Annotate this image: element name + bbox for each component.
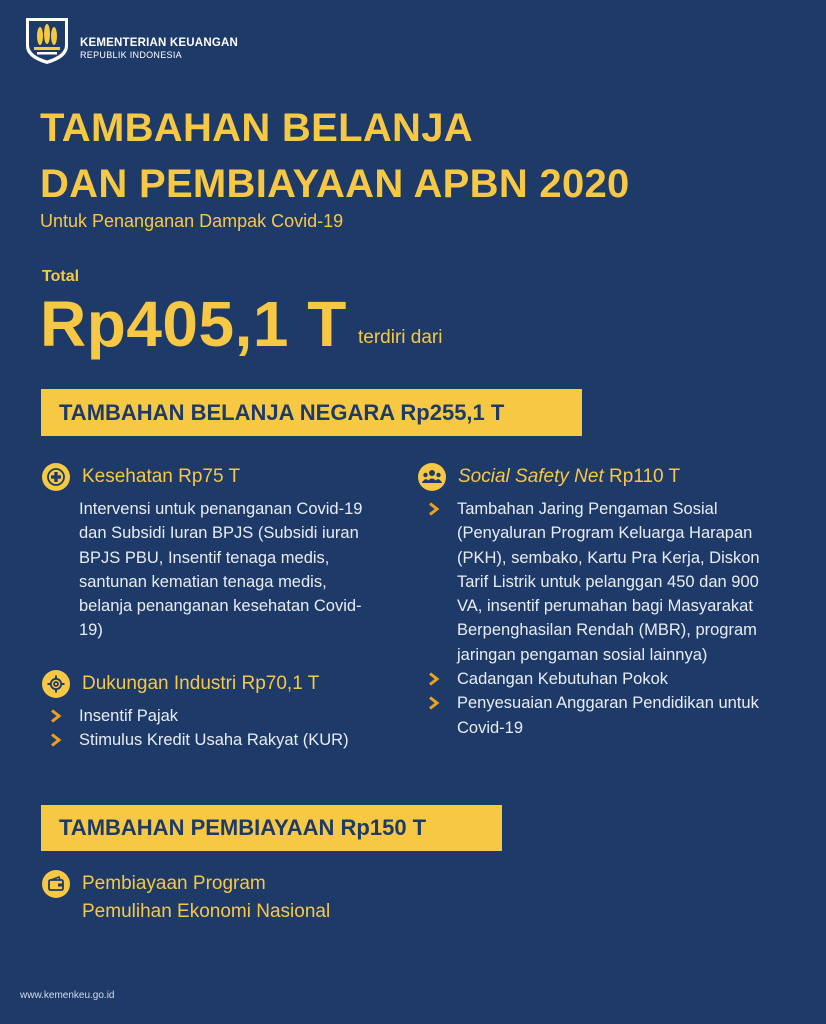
ssn-section-title bbox=[418, 463, 680, 491]
chevron-right-icon bbox=[427, 696, 441, 710]
org-subtitle: REPUBLIK INDONESIA bbox=[80, 50, 182, 61]
industri-title: Dukungan Industri Rp70,1 T bbox=[82, 673, 320, 694]
page-title bbox=[40, 100, 630, 212]
chevron-right-icon bbox=[49, 733, 63, 747]
total-label: Total bbox=[42, 268, 80, 285]
ssn-title-italic: Social Safety Net bbox=[458, 466, 604, 487]
list-item-label: Penyesuaian Anggaran Pendidikan untuk Covid-19 bbox=[457, 694, 759, 737]
medical-cross-icon bbox=[42, 463, 70, 491]
ssn-title-amount: Rp110 T bbox=[603, 466, 681, 487]
wallet-icon bbox=[42, 870, 70, 898]
kesehatan-section-title bbox=[42, 463, 240, 491]
list-item bbox=[49, 704, 409, 728]
chevron-right-icon bbox=[427, 502, 441, 516]
total-suffix: terdiri dari bbox=[358, 327, 443, 348]
pembiayaan-section bbox=[42, 870, 330, 926]
pembiayaan-line-1: Pembiayaan Program bbox=[82, 873, 266, 894]
gear-icon bbox=[42, 670, 70, 698]
list-item bbox=[427, 497, 787, 667]
chevron-right-icon bbox=[427, 672, 441, 686]
pembiayaan-line-2: Pemulihan Ekonomi Nasional bbox=[82, 901, 331, 922]
pembiayaan-banner: TAMBAHAN PEMBIAYAAN Rp150 T bbox=[41, 805, 502, 851]
belanja-negara-banner: TAMBAHAN BELANJA NEGARA Rp255,1 T bbox=[41, 389, 582, 436]
chevron-right-icon bbox=[49, 709, 63, 723]
organization-name bbox=[80, 37, 238, 61]
page-subtitle: Untuk Penanganan Dampak Covid-19 bbox=[40, 211, 344, 231]
list-item bbox=[49, 728, 409, 752]
ssn-list bbox=[427, 497, 787, 740]
pembiayaan-text bbox=[82, 870, 330, 926]
kesehatan-title: Kesehatan Rp75 T bbox=[82, 466, 241, 487]
title-line-1: TAMBAHAN BELANJA bbox=[40, 106, 473, 150]
list-item-label: Cadangan Kebutuhan Pokok bbox=[457, 670, 669, 689]
industri-list bbox=[49, 704, 409, 753]
title-line-2: DAN PEMBIAYAAN APBN 2020 bbox=[40, 162, 630, 206]
industri-section-title bbox=[42, 670, 319, 698]
org-name: KEMENTERIAN KEUANGAN bbox=[80, 37, 238, 49]
list-item bbox=[427, 691, 787, 740]
website-url: www.kemenkeu.go.id bbox=[20, 990, 115, 1001]
kesehatan-description: Intervensi untuk penanganan Covid-19 dan Subsidi Iuran BPJS (Subsidi iuran BPJS PBU, Insentif tenaga medis, santunan kematian tenaga medis, belanja penanganan kesehatan Covid-19) bbox=[79, 500, 363, 640]
kemenkeu-emblem-icon bbox=[22, 14, 72, 66]
total-value: Rp405,1 T bbox=[40, 288, 347, 360]
list-item-label: Insentif Pajak bbox=[79, 707, 179, 725]
list-item bbox=[427, 667, 787, 691]
list-item-label: Tambahan Jaring Pengaman Sosial (Penyaluran Program Keluarga Harapan (PKH), sembako, Kartu Pra Kerja, Diskon Tarif Listrik untuk pelanggan 450 dan 900 VA, insentif perumahan bagi Masyarakat Berpenghasilan Rendah (MBR), program jaringan pengaman sosial lainnya) bbox=[457, 500, 760, 664]
list-item-label: Stimulus Kredit Usaha Rakyat (KUR) bbox=[79, 731, 349, 750]
people-group-icon bbox=[418, 463, 446, 491]
